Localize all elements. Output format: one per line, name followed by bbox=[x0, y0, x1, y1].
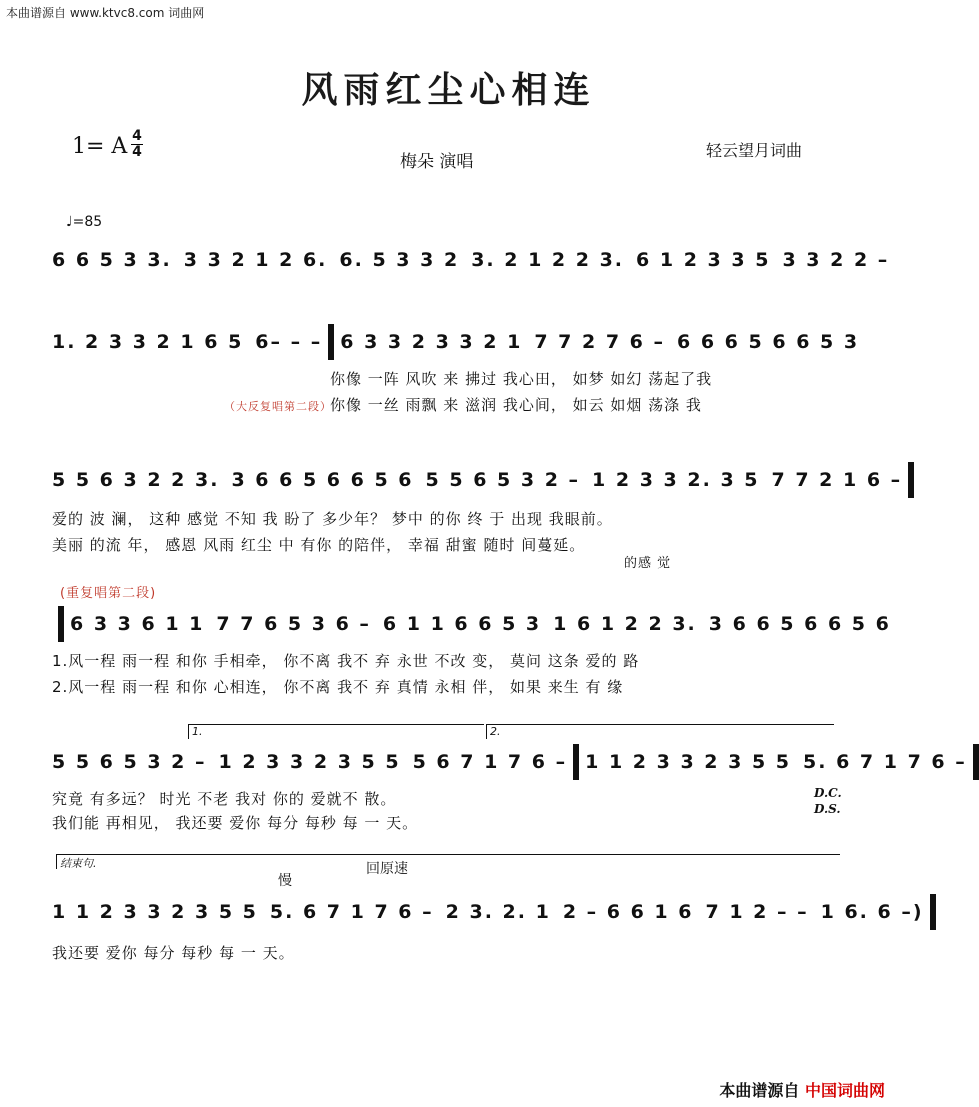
measure: 7 7 2 1 6 – bbox=[771, 469, 903, 491]
tempo-mark: ♩=85 bbox=[66, 214, 103, 230]
repeat-second-note: (重复唱第二段) bbox=[60, 586, 157, 601]
composer: 轻云望月词曲 bbox=[706, 141, 803, 160]
measure: 6 3 3 6 1 1 bbox=[70, 613, 205, 635]
measure: 7 7 2 7 6 – bbox=[534, 331, 666, 353]
measure: 3 3 2 1 2 6. bbox=[183, 249, 328, 271]
measure: 6 1 1 6 6 5 3 bbox=[382, 613, 542, 635]
staff-row-3 bbox=[52, 460, 903, 571]
measure: 5 5 6 5 3 2 – bbox=[52, 751, 207, 773]
lyrics-line-2: 美丽 的流 年， 感恩 风雨 红尘 中 有你 的陪伴， 幸福 甜蜜 随时 间蔓延。 bbox=[52, 536, 586, 554]
measure: 5. 6 7 1 7 6 – bbox=[803, 751, 967, 773]
measure: 7 1 2 – – bbox=[705, 901, 809, 923]
lyrics-line-2: 我们能 再相见， 我还要 爱你 每分 每秒 每 一 天。 bbox=[52, 814, 419, 832]
lyrics-line-1: 究竟 有多远？ 时光 不老 我对 你的 爱就不 散。 bbox=[52, 790, 397, 808]
ending-bracket-2: 2. bbox=[486, 724, 834, 739]
bottom-watermark bbox=[719, 1078, 885, 1101]
notes bbox=[52, 604, 891, 644]
measure: 1 1 2 3 3 2 3 5 5 bbox=[585, 751, 792, 773]
measure: 5 5 6 3 2 2 3. bbox=[52, 469, 220, 491]
notes bbox=[52, 322, 860, 362]
dc-mark: D.C. bbox=[814, 786, 842, 800]
measure: 1 6. 6 –) bbox=[820, 901, 924, 923]
time-signature bbox=[131, 129, 143, 160]
lyrics-extra: 的感 觉 bbox=[624, 556, 672, 571]
tempo-return-mark: 回原速 bbox=[366, 861, 408, 877]
measure: 1. 2 3 3 2 1 6 5 bbox=[52, 331, 244, 353]
measure: 3. 2 1 2 2 3. bbox=[471, 249, 625, 271]
lyrics-line-2: 2.风一程 雨一程 和你 心相连， 你不离 我不 弃 真情 永相 伴， 如果 来生 有 缘 bbox=[52, 678, 624, 696]
staff-row-2 bbox=[52, 322, 860, 414]
time-sig-top: 4 bbox=[132, 128, 142, 144]
measure: 1 1 2 3 3 2 3 5 5 bbox=[52, 901, 258, 923]
measure: 6 1 2 3 3 5 bbox=[636, 249, 771, 271]
measure: 6 6 6 5 6 6 5 3 bbox=[677, 331, 860, 353]
measure: 1 2 3 3 2. 3 5 bbox=[592, 469, 760, 491]
staff-row-4 bbox=[52, 604, 891, 696]
measure: 5 6 7 1 7 6 – bbox=[412, 751, 568, 773]
measure: 2 3. 2. 1 bbox=[445, 901, 551, 923]
staff-row-5 bbox=[52, 742, 967, 832]
lyrics-line-1: 你像 一阵 风吹 来 拂过 我心田， 如梦 如幻 荡起了我 bbox=[330, 370, 713, 388]
staff-row-6 bbox=[52, 892, 924, 962]
time-sig-bottom: 4 bbox=[132, 144, 142, 160]
notes bbox=[52, 742, 967, 782]
ds-mark: D.S. bbox=[814, 802, 841, 816]
repeat-note: （大反复唱第二段） bbox=[224, 400, 332, 413]
lyrics-line-2: 你像 一丝 雨飘 来 滋润 我心间， 如云 如烟 荡涤 我 bbox=[330, 396, 702, 414]
notes bbox=[52, 892, 924, 932]
notes bbox=[52, 240, 890, 280]
staff-row-1 bbox=[52, 240, 890, 280]
key-signature: 1= A bbox=[72, 134, 128, 159]
measure: 1 6 1 2 2 3. bbox=[553, 613, 697, 635]
lyrics-line-1: 爱的 波 澜， 这种 感觉 不知 我 盼了 多少年？ 梦中 的你 终 于 出现 我眼前。 bbox=[52, 510, 613, 528]
lyrics-line-1: 我还要 爱你 每分 每秒 每 一 天。 bbox=[52, 944, 295, 962]
measure: 6 6 5 3 3. bbox=[52, 249, 172, 271]
notes bbox=[52, 460, 903, 500]
measure: 2 – 6 6 1 6 bbox=[562, 901, 694, 923]
lyrics-line-1: 1.风一程 雨一程 和你 手相牵， 你不离 我不 弃 永世 不改 变， 莫问 这条 爱的 路 bbox=[52, 652, 640, 670]
measure: 6 3 3 2 3 3 2 1 bbox=[340, 331, 523, 353]
measure: 6. 5 3 3 2 bbox=[339, 249, 460, 271]
watermark-site: 中国词曲网 bbox=[804, 1081, 885, 1100]
measure: 3 3 2 2 – bbox=[782, 249, 890, 271]
measure: 1 2 3 3 2 3 5 5 bbox=[218, 751, 401, 773]
measure: 6– – – bbox=[255, 331, 323, 353]
measure: 7 7 6 5 3 6 – bbox=[216, 613, 371, 635]
measure: 3 6 6 5 6 6 5 6 bbox=[231, 469, 414, 491]
top-watermark: 本曲谱源自 www.ktvc8.com 词曲网 bbox=[6, 6, 205, 20]
singer: 梅朵 演唱 bbox=[400, 152, 474, 172]
ending-bracket-final: 结束句. bbox=[56, 854, 840, 869]
ending-bracket-1: 1. bbox=[188, 724, 484, 739]
song-title: 风雨红尘心相连 bbox=[301, 69, 596, 111]
measure: 3 6 6 5 6 6 5 6 bbox=[708, 613, 891, 635]
slow-mark: 慢 bbox=[278, 873, 292, 889]
watermark-source: 本曲谱源自 bbox=[719, 1081, 800, 1100]
measure: 5 5 6 5 3 2 – bbox=[425, 469, 581, 491]
measure: 5. 6 7 1 7 6 – bbox=[269, 901, 434, 923]
